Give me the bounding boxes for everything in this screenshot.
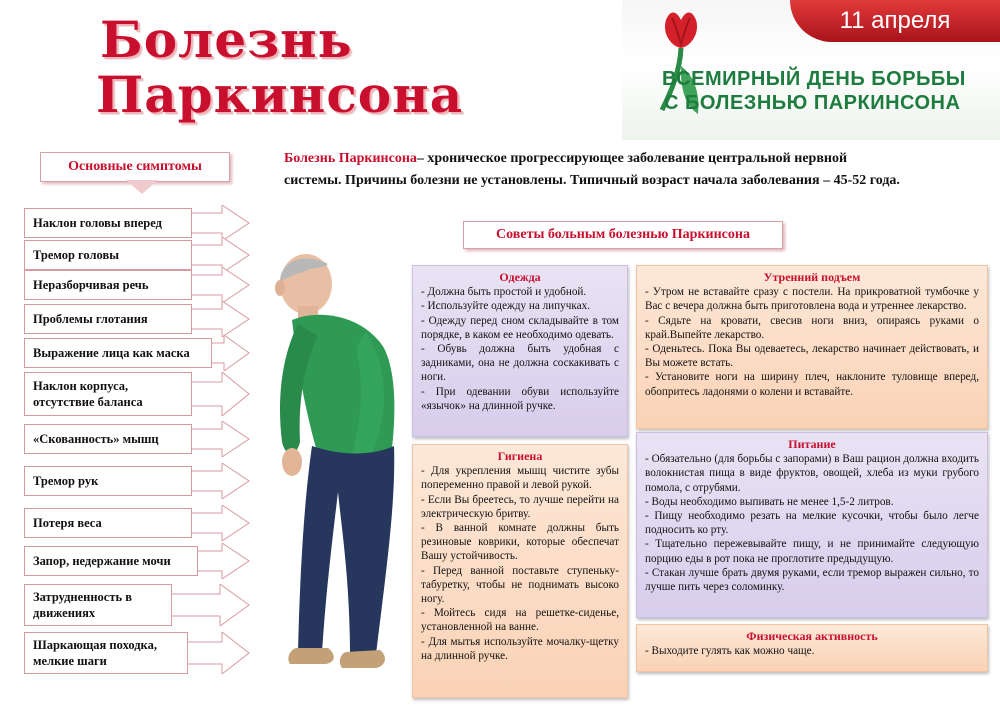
tip-item: - Мойтесь сидя на решетке-сиденье, установленной на ванне. bbox=[421, 607, 619, 634]
symptom-item bbox=[24, 270, 250, 300]
card-title: Питание bbox=[788, 437, 836, 451]
symptom-label: Выражение лица как маска bbox=[24, 338, 212, 368]
card-title: Утренний подъем bbox=[763, 270, 861, 284]
right-arrow-icon bbox=[188, 632, 250, 674]
tip-item: - В ванной комнате должны быть резиновые коврики, которые обеспечат Вашу устойчивость. bbox=[421, 522, 619, 563]
right-arrow-icon bbox=[172, 584, 250, 626]
tip-item: - Если Вы бреетесь, то лучше перейти на электрическую бритву. bbox=[421, 493, 619, 520]
down-arrow-icon bbox=[126, 180, 158, 194]
symptom-item bbox=[24, 424, 250, 454]
tip-item: - Выходите гулять как можно чаще. bbox=[645, 645, 815, 658]
symptom-label: Наклон корпуса, отсутствие баланса bbox=[24, 372, 192, 416]
banner-title-line-1: ВСЕМИРНЫЙ ДЕНЬ БОРЬБЫ bbox=[662, 68, 966, 90]
tip-item: - Для мытья используйте мочалку-щетку на длинной ручке. bbox=[421, 635, 619, 662]
awareness-day-banner bbox=[622, 0, 1000, 140]
tip-item: - Тщательно пережевывайте пищу, и не принимайте следующую порцию еды в рот пока не проглотите предыдущую. bbox=[645, 538, 979, 565]
symptom-label: Наклон головы вперед bbox=[24, 208, 192, 238]
tip-item: - Перед ванной поставьте ступеньку-табуретку, чтобы не поднимать высоко ногу. bbox=[421, 564, 619, 606]
tip-item: - Одежду перед сном складывайте в том порядке, в каком ее необходимо одевать. bbox=[421, 314, 619, 341]
symptom-item bbox=[24, 546, 250, 576]
symptom-item bbox=[24, 508, 250, 538]
tip-item: - Должна быть простой и удобной. bbox=[421, 286, 587, 299]
symptom-label: «Скованность» мышц bbox=[24, 424, 192, 454]
date-ribbon: 11 апреля bbox=[790, 0, 1000, 42]
symptom-label: Тремор головы bbox=[24, 240, 192, 270]
right-arrow-icon bbox=[192, 372, 250, 416]
activity-card bbox=[636, 624, 988, 672]
tip-item: - Воды необходимо выпивать не менее 1,5-2 литров. bbox=[645, 495, 894, 508]
banner-title-line-2: С БОЛЕЗНЬЮ ПАРКИНСОНА bbox=[664, 92, 961, 114]
tip-item: - Для укрепления мышц чистите зубы попеременно правой и левой рукой. bbox=[421, 465, 619, 492]
title-line-1: Болезнь bbox=[100, 10, 353, 69]
symptom-item bbox=[24, 372, 250, 416]
title-line-2: Паркинсона bbox=[96, 65, 464, 124]
right-arrow-icon bbox=[192, 205, 250, 241]
tip-item: - Обязательно (для борьбы с запорами) в Ваш рацион должна входить волокнистая пища в виде фруктов, овощей, хлеба из муки грубого помола, с отрубями. bbox=[645, 453, 979, 494]
tip-item: - Используйте одежду на липучках. bbox=[421, 300, 590, 313]
symptom-item bbox=[24, 208, 250, 238]
right-arrow-icon bbox=[192, 463, 250, 499]
symptom-item bbox=[24, 632, 250, 674]
symptom-label: Неразборчивая речь bbox=[24, 270, 192, 300]
right-arrow-icon bbox=[192, 267, 250, 303]
symptom-item bbox=[24, 338, 250, 368]
tip-item: - Утром не вставайте сразу с постели. На прикроватной тумбочке у Вас с вечера должна быть приготовлена вода и утреннее лекарство. bbox=[645, 286, 979, 313]
symptom-label: Тремор рук bbox=[24, 466, 192, 496]
tip-item: - Оденьтесь. Пока Вы одеваетесь, лекарство начинает действовать, и Вы можете встать. bbox=[645, 343, 979, 370]
symptom-label: Шаркающая походка, мелкие шаги bbox=[24, 632, 188, 674]
intro-lead: Болезнь Паркинсона bbox=[284, 151, 417, 166]
tip-item: - Сядьте на кровати, свесив ноги вниз, опираясь руками о край.Выпейте лекарство. bbox=[645, 314, 979, 341]
tip-item: - Стакан лучше брать двумя руками, если тремор выражен сильно, то лучше пить через соломинку. bbox=[645, 566, 979, 594]
intro-paragraph bbox=[284, 148, 904, 192]
symptom-label: Потеря веса bbox=[24, 508, 192, 538]
card-title: Физическая активность bbox=[746, 629, 878, 643]
tip-item: - Установите ноги на ширину плеч, наклоните туловище вперед, обопритесь ладонями о колени и вставайте. bbox=[645, 371, 979, 398]
right-arrow-icon bbox=[198, 543, 250, 579]
symptom-label: Запор, недержание мочи bbox=[24, 546, 198, 576]
hygiene-card bbox=[412, 444, 628, 698]
symptom-label: Проблемы глотания bbox=[24, 304, 192, 334]
symptoms-header: Основные симптомы bbox=[40, 152, 230, 182]
right-arrow-icon bbox=[192, 421, 250, 457]
advice-header: Советы больным болезнью Паркинсона bbox=[463, 221, 783, 249]
symptom-label: Затрудненность в движениях bbox=[24, 584, 172, 626]
symptom-item bbox=[24, 240, 250, 270]
elderly-man-illustration bbox=[246, 252, 416, 682]
symptom-item bbox=[24, 466, 250, 496]
morning-card bbox=[636, 265, 988, 429]
tip-item: - Пищу необходимо резать на мелкие кусочки, чтобы было легче подносить ко рту. bbox=[645, 510, 979, 537]
tip-item: - При одевании обуви используйте «язычок» на длинной ручке. bbox=[421, 385, 619, 412]
symptom-item bbox=[24, 304, 250, 334]
right-arrow-icon bbox=[192, 301, 250, 337]
card-title: Одежда bbox=[499, 270, 541, 284]
clothing-card bbox=[412, 265, 628, 437]
right-arrow-icon bbox=[192, 505, 250, 541]
intro-text: – хроническое прогрессирующее заболевание центральной нервной системы. Причины болезни не установлены. Типичный возраст начала заболевания – 45-52 года. bbox=[284, 151, 900, 188]
right-arrow-icon bbox=[212, 335, 250, 371]
tip-item: - Обувь должна быть удобная с задниками, она не должна соскакивать с ноги. bbox=[421, 343, 619, 384]
symptom-item bbox=[24, 584, 250, 626]
card-title: Гигиена bbox=[497, 449, 543, 463]
page-title bbox=[96, 10, 600, 124]
nutrition-card bbox=[636, 432, 988, 618]
